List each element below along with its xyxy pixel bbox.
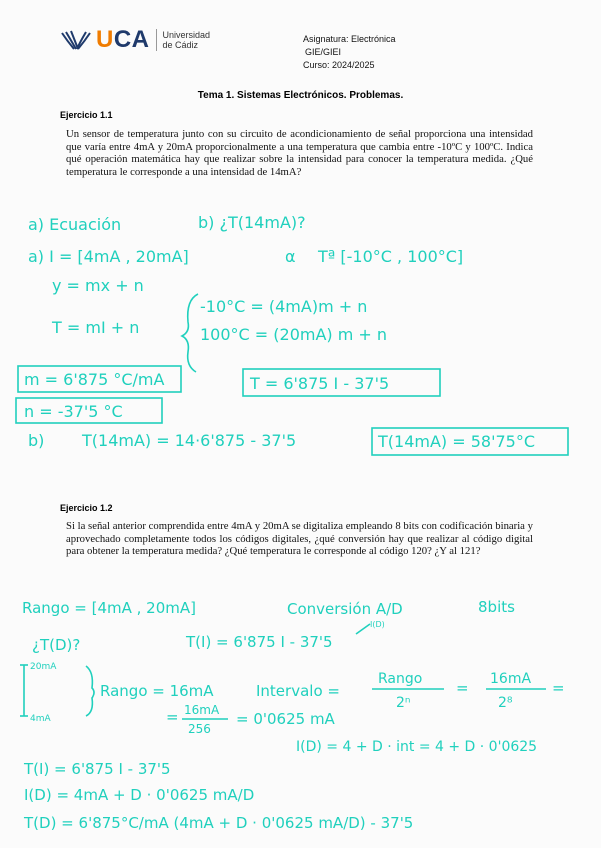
system-brace	[182, 294, 198, 372]
exercise-1-statement: Un sensor de temperatura junto con su circuito de acondicionamiento de señal proporciona una intensidad que varía entre 4mA y 20mA proporcionalmente a una temperatura que cambia entre -10ºC y 100ºC. Indica qué operación matemática hay que realizar sobre la intensidad para conocer la temperatura medida. ¿Qué temperatura le corresponde a una intensidad de 14mA?	[66, 128, 533, 178]
note-line: n = -37'5 °C	[24, 402, 123, 421]
course-year-label: Curso: 2024/2025	[303, 60, 375, 70]
note-line: b)	[28, 431, 45, 450]
note-line: y = mx + n	[52, 276, 144, 295]
note-line: 2⁸	[498, 695, 513, 711]
note-line: Intervalo =	[256, 682, 340, 700]
note-line: T(I) = 6'875 I - 37'5	[24, 760, 171, 778]
note-line: T(D) = 6'875°C/mA (4mA + D · 0'0625 mA/D) - 37'5	[24, 814, 414, 832]
note-line: T(14mA) = 58'75°C	[378, 432, 536, 451]
range-brace	[86, 666, 94, 716]
note-line: Conversión A/D	[287, 600, 403, 618]
note-line: =	[456, 679, 469, 697]
note-line: I(D) = 4mA + D · 0'0625 mA/D	[24, 786, 255, 804]
note-line: 16mA	[184, 703, 220, 717]
exercise-2-heading: Ejercicio 1.2	[60, 503, 113, 513]
note-line: 4mA	[30, 714, 51, 724]
note-line: b) ¿T(14mA)?	[198, 213, 306, 232]
note-line: T = mI + n	[52, 318, 140, 337]
note-line: = 0'0625 mA	[236, 710, 335, 728]
note-line: I(D) = 4 + D · int = 4 + D · 0'0625	[296, 739, 538, 755]
note-line: 2ⁿ	[396, 695, 411, 711]
note-line: =	[166, 708, 179, 726]
degree-label: GIE/GIEI	[305, 47, 342, 57]
note-line: Rango	[378, 671, 423, 687]
note-line: a) I = [4mA , 20mA]	[28, 247, 189, 266]
note-line: T = 6'875 I - 37'5	[250, 374, 390, 393]
subject-label: Asignatura: Electrónica	[303, 34, 396, 44]
note-line: a) Ecuación	[28, 215, 122, 234]
note-line: I(D)	[370, 620, 385, 629]
note-line: 256	[188, 722, 211, 736]
note-line: Rango = [4mA , 20mA]	[22, 599, 196, 617]
annotation-arrow	[356, 624, 370, 634]
exercise-2-statement: Si la señal anterior comprendida entre 4mA y 20mA se digitaliza empleando 8 bits con codificación binaria y aprovechado completamente todos los códigos digitales, ¿qué conversión hay que realizar al código digital para obtener la temperatura medida? ¿Qué temperatura le corresponde al código 120? ¿Y al 121?	[66, 520, 533, 558]
exercise-1-heading: Ejercicio 1.1	[60, 110, 113, 120]
note-line: α	[285, 247, 296, 266]
note-line: Tª [-10°C , 100°C]	[318, 247, 464, 266]
note-line: 16mA	[490, 671, 532, 687]
note-line: =	[552, 679, 565, 697]
note-line: 8bits	[478, 598, 515, 616]
university-name: Universidad de Cádiz	[162, 30, 211, 50]
logo-wordmark: UCA	[96, 26, 150, 53]
note-line: 100°C = (20mA) m + n	[200, 325, 388, 344]
note-line: ¿T(D)?	[32, 636, 81, 654]
note-line: Rango = 16mA	[100, 682, 214, 700]
note-line: -10°C = (4mA)m + n	[200, 297, 368, 316]
page-title: Tema 1. Sistemas Electrónicos. Problemas.	[197, 90, 404, 101]
note-line: T(14mA) = 14·6'875 - 37'5	[82, 431, 297, 450]
note-line: T(I) = 6'875 I - 37'5	[186, 633, 333, 651]
note-line: m = 6'875 °C/mA	[24, 370, 165, 389]
note-line: 20mA	[30, 662, 57, 672]
